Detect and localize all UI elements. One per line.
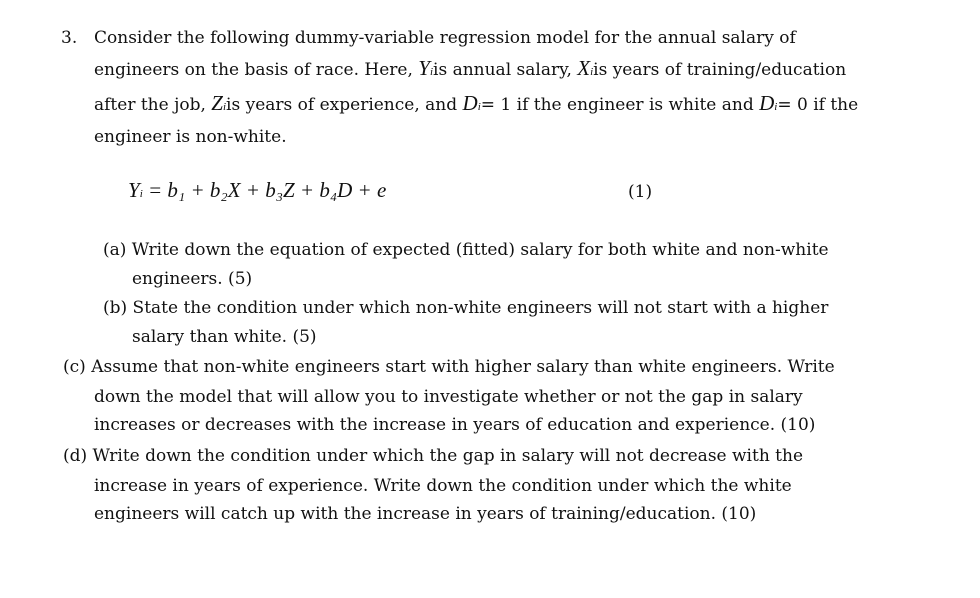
line2-text-a: engineers on the basis of race. Here, xyxy=(94,60,419,80)
equation-number: (1) xyxy=(628,182,653,202)
line3-text-d: = 0 if the xyxy=(777,95,859,115)
var-d: D xyxy=(462,91,478,115)
part-a-line-2: engineers. (5) xyxy=(132,269,253,289)
line3-text-c: = 1 if the engineer is white and xyxy=(480,95,760,115)
sub-i-d-2: i xyxy=(774,101,778,113)
question-line-4: engineer is non-white. xyxy=(94,127,287,147)
regression-equation xyxy=(128,180,386,204)
var-y: Y xyxy=(418,56,430,80)
part-b-line-1: (b) State the condition under which non-white engineers will not start with a higher xyxy=(103,298,829,318)
line3-text-b: is years of experience, and xyxy=(226,95,463,115)
sub-i-d: i xyxy=(477,101,481,113)
question-number: 3. xyxy=(61,28,78,48)
sub-i-x: i xyxy=(590,66,594,78)
var-d-2: D xyxy=(759,91,775,115)
sub-i-z: i xyxy=(222,101,227,113)
part-d-line-3: engineers will catch up with the increase in years of training/education. (10) xyxy=(94,504,757,524)
line2-text-b: is annual salary, xyxy=(433,60,578,80)
part-d-line-1: (d) Write down the condition under which the gap in salary will not decrease with the xyxy=(63,446,804,466)
line2-text-c: is years of training/education xyxy=(593,60,847,80)
part-a-line-1: (a) Write down the equation of expected (fitted) salary for both white and non-white xyxy=(103,240,829,260)
sub-i-y: i xyxy=(429,66,434,78)
var-x: X xyxy=(577,56,591,80)
question-line-3 xyxy=(94,93,858,117)
equation-lhs: Y xyxy=(128,178,140,202)
equation-lhs-sub: i xyxy=(139,188,143,200)
part-d-line-2: increase in years of experience. Write down the condition under which the white xyxy=(94,476,792,496)
var-z: Z xyxy=(211,91,223,115)
part-c-line-3: increases or decreases with the increase in years of education and experience. (10) xyxy=(94,415,816,435)
question-line-2 xyxy=(94,58,846,82)
part-c-line-2: down the model that will allow you to investigate whether or not the gap in salary xyxy=(94,387,803,407)
equation-rhs: = b₁ + b₂X + b₃Z + b₄D + e xyxy=(148,178,387,202)
part-c-line-1: (c) Assume that non-white engineers start with higher salary than white engineers. Write xyxy=(63,357,835,377)
part-b-line-2: salary than white. (5) xyxy=(132,327,317,347)
line3-text-a: after the job, xyxy=(94,95,212,115)
question-line-1: Consider the following dummy-variable regression model for the annual salary of xyxy=(94,28,796,48)
